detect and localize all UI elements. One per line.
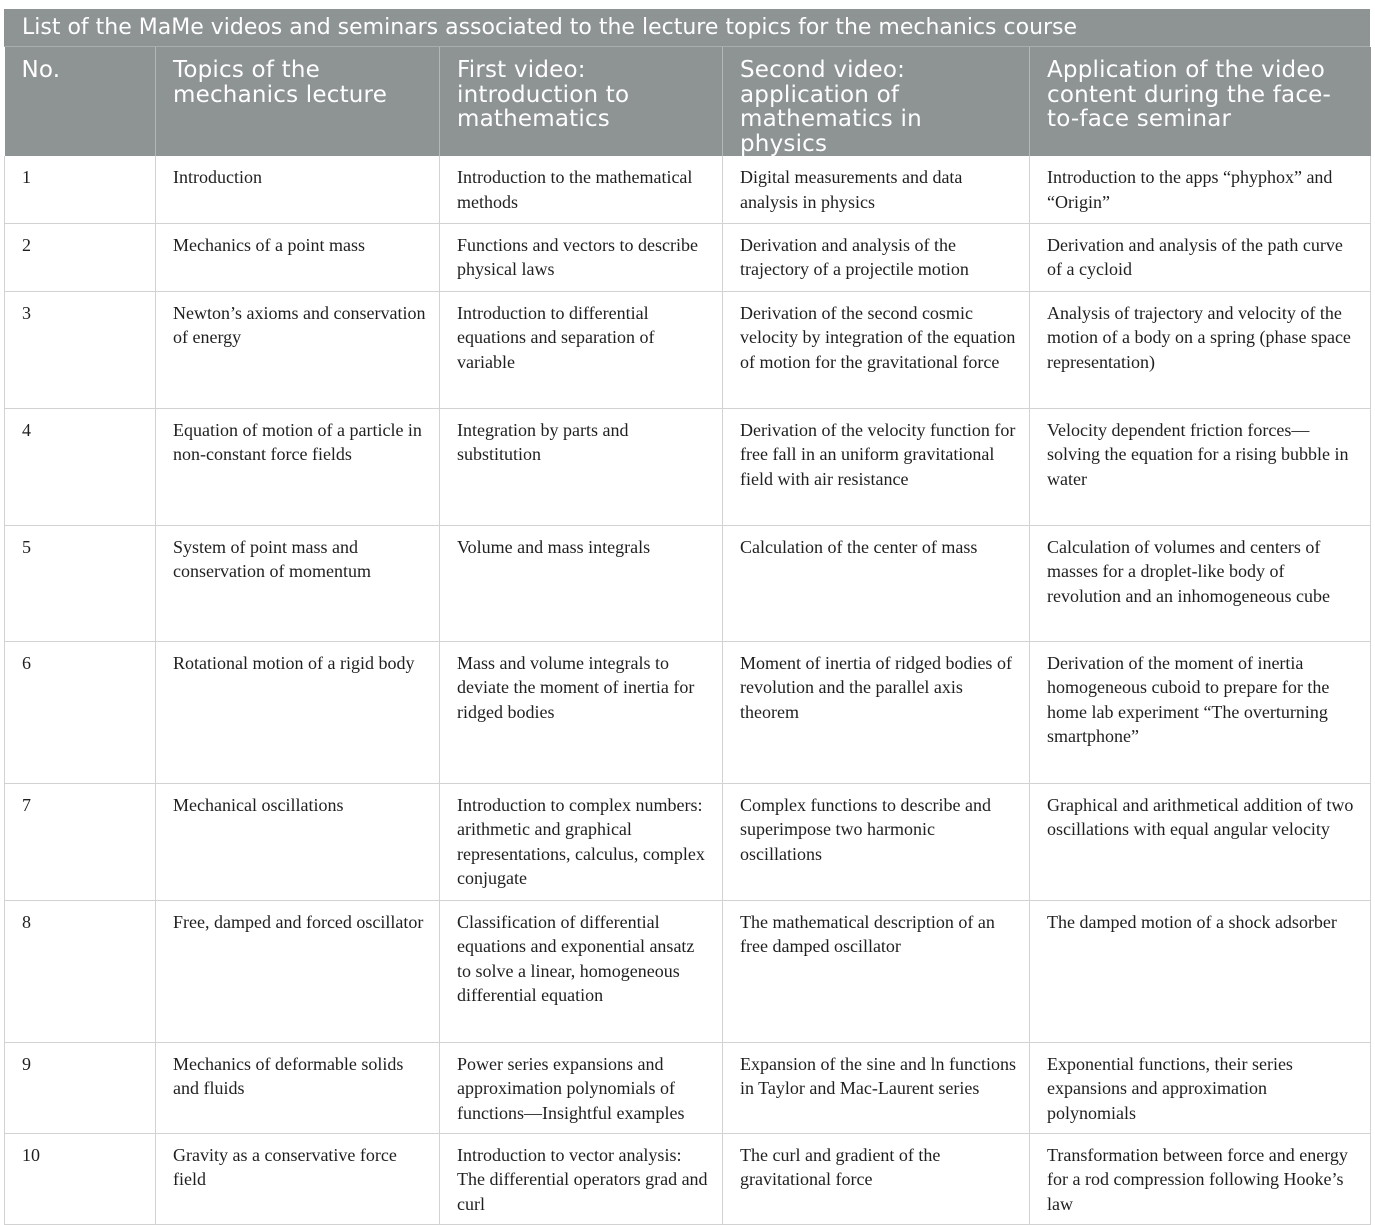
header-topics: Topics of the mechanics lecture	[156, 47, 440, 156]
cell-second-video: Moment of inertia of ridged bodies of revolution and the parallel axis theorem	[723, 641, 1030, 783]
table-row	[5, 525, 1371, 641]
cell-no: 3	[5, 291, 156, 408]
table-row	[5, 900, 1371, 1042]
table-row	[5, 1042, 1371, 1133]
cell-topic: System of point mass and conservation of momentum	[156, 525, 440, 641]
cell-first-video: Mass and volume integrals to deviate the moment of inertia for ridged bodies	[440, 641, 723, 783]
table-body	[5, 156, 1371, 1224]
cell-second-video: Calculation of the center of mass	[723, 525, 1030, 641]
header-row	[5, 47, 1371, 156]
cell-no: 9	[5, 1042, 156, 1133]
cell-topic: Newton’s axioms and conservation of energy	[156, 291, 440, 408]
cell-first-video: Introduction to complex numbers: arithmetic and graphical representations, calculus, complex conjugate	[440, 783, 723, 900]
cell-seminar: Calculation of volumes and centers of masses for a droplet-like body of revolution and an inhomogeneous cube	[1030, 525, 1371, 641]
cell-topic: Mechanical oscillations	[156, 783, 440, 900]
table-caption: List of the MaMe videos and seminars associated to the lecture topics for the mechanics course	[4, 9, 1370, 47]
cell-seminar: Velocity dependent friction forces—solving the equation for a rising bubble in water	[1030, 408, 1371, 525]
table-row	[5, 223, 1371, 291]
header-second-video: Second video: application of mathematics in physics	[723, 47, 1030, 156]
cell-no: 10	[5, 1133, 156, 1224]
cell-topic: Rotational motion of a rigid body	[156, 641, 440, 783]
header-first-video: First video: introduction to mathematics	[440, 47, 723, 156]
cell-second-video: Digital measurements and data analysis in physics	[723, 156, 1030, 223]
cell-seminar: Graphical and arithmetical addition of two oscillations with equal angular velocity	[1030, 783, 1371, 900]
cell-topic: Mechanics of a point mass	[156, 223, 440, 291]
cell-second-video: The mathematical description of an free damped oscillator	[723, 900, 1030, 1042]
table-row	[5, 1133, 1371, 1224]
cell-seminar: Transformation between force and energy for a rod compression following Hooke’s law	[1030, 1133, 1371, 1224]
cell-topic: Introduction	[156, 156, 440, 223]
cell-seminar: Derivation of the moment of inertia homogeneous cuboid to prepare for the home lab experiment “The overturning smartphone”	[1030, 641, 1371, 783]
cell-second-video: Derivation and analysis of the trajectory of a projectile motion	[723, 223, 1030, 291]
cell-second-video: Expansion of the sine and ln functions in Taylor and Mac-Laurent series	[723, 1042, 1030, 1133]
cell-seminar: Introduction to the apps “phyphox” and “Origin”	[1030, 156, 1371, 223]
cell-second-video: The curl and gradient of the gravitational force	[723, 1133, 1030, 1224]
mame-table	[4, 47, 1371, 1225]
cell-topic: Equation of motion of a particle in non-constant force fields	[156, 408, 440, 525]
cell-second-video: Derivation of the velocity function for free fall in an uniform gravitational field with air resistance	[723, 408, 1030, 525]
cell-first-video: Volume and mass integrals	[440, 525, 723, 641]
header-no: No.	[5, 47, 156, 156]
cell-topic: Gravity as a conservative force field	[156, 1133, 440, 1224]
cell-seminar: The damped motion of a shock adsorber	[1030, 900, 1371, 1042]
table-row	[5, 641, 1371, 783]
cell-seminar: Analysis of trajectory and velocity of the motion of a body on a spring (phase space representation)	[1030, 291, 1371, 408]
table-container	[4, 9, 1370, 1225]
cell-first-video: Introduction to differential equations and separation of variable	[440, 291, 723, 408]
table-row	[5, 408, 1371, 525]
header-seminar: Application of the video content during the face-to-face seminar	[1030, 47, 1371, 156]
cell-seminar: Derivation and analysis of the path curve of a cycloid	[1030, 223, 1371, 291]
cell-first-video: Functions and vectors to describe physical laws	[440, 223, 723, 291]
table-row	[5, 291, 1371, 408]
table-row	[5, 156, 1371, 223]
cell-seminar: Exponential functions, their series expansions and approximation polynomials	[1030, 1042, 1371, 1133]
cell-topic: Free, damped and forced oscillator	[156, 900, 440, 1042]
table-header	[5, 47, 1371, 156]
cell-first-video: Power series expansions and approximation polynomials of functions—Insightful examples	[440, 1042, 723, 1133]
cell-no: 7	[5, 783, 156, 900]
cell-no: 6	[5, 641, 156, 783]
table-row	[5, 783, 1371, 900]
cell-second-video: Complex functions to describe and superimpose two harmonic oscillations	[723, 783, 1030, 900]
cell-no: 4	[5, 408, 156, 525]
cell-first-video: Introduction to vector analysis: The differential operators grad and curl	[440, 1133, 723, 1224]
cell-topic: Mechanics of deformable solids and fluids	[156, 1042, 440, 1133]
cell-no: 5	[5, 525, 156, 641]
cell-no: 8	[5, 900, 156, 1042]
cell-second-video: Derivation of the second cosmic velocity by integration of the equation of motion for the gravitational force	[723, 291, 1030, 408]
cell-first-video: Introduction to the mathematical methods	[440, 156, 723, 223]
cell-no: 1	[5, 156, 156, 223]
cell-first-video: Classification of differential equations and exponential ansatz to solve a linear, homogeneous differential equation	[440, 900, 723, 1042]
cell-first-video: Integration by parts and substitution	[440, 408, 723, 525]
cell-no: 2	[5, 223, 156, 291]
